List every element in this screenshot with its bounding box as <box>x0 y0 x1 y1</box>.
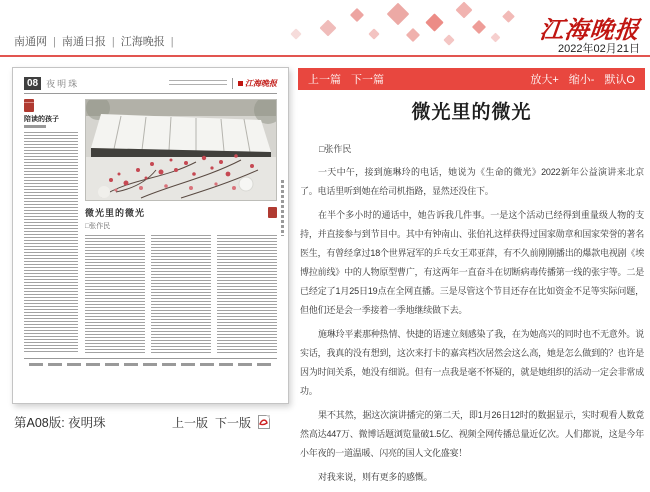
thumbnail-article-title: 微光里的微光 <box>85 208 146 218</box>
article-body <box>300 163 644 492</box>
edition-bar <box>14 413 270 431</box>
divider <box>232 78 233 89</box>
next-article-link[interactable]: 下一篇 <box>351 74 384 86</box>
edition-info-text-sim <box>169 80 227 87</box>
article-paragraph: 对我来说，则有更多的感慨。 <box>318 472 433 482</box>
edition-label: 第A08版: 夜明珠 <box>14 416 106 430</box>
site-nav-link[interactable]: 南通网 | <box>14 33 62 49</box>
red-seal-icon <box>24 99 34 112</box>
column-text-sim <box>24 132 78 353</box>
prev-edition-link[interactable]: 上一版 <box>171 415 208 430</box>
decorative-diamond-pattern <box>282 0 532 57</box>
section-name: 夜明珠 <box>46 79 80 89</box>
newspaper-logo[interactable]: 江海晚报 <box>538 15 642 44</box>
zoom-in-button[interactable]: 放大+ <box>530 74 559 86</box>
page-photo <box>85 99 277 201</box>
column-text-sim <box>85 235 277 353</box>
thumbnail-article-author: □张作民 <box>85 223 111 230</box>
article-paragraph: 施琳玲平素那种热情、快捷的语速立刻感染了我，在为她高兴的同时也不无意外。说实话，我真的没有想到，这次来打卡的嘉宾档次居然会这么高，她是怎么做到的？也许是因为时间关系，她没有细说。但有一点我是毫不怀疑的，就是她组织的活动一定会非常成功。 <box>300 329 644 396</box>
side-article-title: 陪读的孩子 <box>24 116 59 123</box>
page-number-badge: 08 <box>24 77 41 90</box>
site-header <box>0 0 650 57</box>
red-seal-icon <box>268 207 277 218</box>
masthead-mark-icon <box>238 81 243 86</box>
page-edge-text-sim <box>281 180 284 236</box>
article-author: □张作民 <box>319 144 352 154</box>
article-toolbar <box>298 68 645 90</box>
article-paragraph: 果不其然，据这次演讲播完的第二天，即1月26日12时的数据显示，实时观看人数竟然高达447万、微博话题浏览量破1.5亿、视频全网传播总量近亿次。人们都说，这是今年小年夜的一道温暖、闪亮的国人文化盛宴！ <box>300 410 644 458</box>
snow-plum-photo <box>86 100 276 200</box>
mini-masthead: 江海晚报 <box>238 78 277 89</box>
prev-article-link[interactable]: 上一篇 <box>308 74 341 86</box>
thumbnail-page-header <box>24 77 277 94</box>
side-article-author-sim <box>24 125 46 128</box>
zoom-out-button[interactable]: 缩小- <box>568 74 595 86</box>
pdf-file-icon[interactable] <box>258 415 270 429</box>
article-paragraph: 在半个多小时的通话中，她告诉我几件事。一是这个活动已经得到重量级人物的支持，并直接参与到节目中。其中有钟南山、张伯礼这样获得过国家勋章和国家荣誉的著名医生，有曾经拿过18个世界冠军的乒乓女王邓亚萍，有不久前刚刚播出的爆款电视剧《埃博拉前线》中的人物原型曹广，有这两年一直奋斗在切断病毒传播第一线的张宇等。二是已经定了1月25日19点在全网直播。三是尽管这个节目还存在比如资金不足等实际问题，但他们还是会一季接着一季地继续做下去。 <box>300 210 645 315</box>
article-paragraph: 一天中午，接到施琳玲的电话，她说为《生命的微光》2022新年公益演讲来北京了。电话里听到她在给司机指路，显然还没住下。 <box>300 167 644 196</box>
thumbnail-page-footer <box>24 358 277 366</box>
site-nav-link[interactable]: 南通日报 | <box>62 33 121 49</box>
site-nav-link[interactable]: 江海晚报 | <box>121 33 180 49</box>
site-nav <box>14 33 180 49</box>
thumbnail-page-body <box>24 99 277 353</box>
page-thumbnail[interactable] <box>12 67 289 404</box>
issue-date: 2022年02月21日 <box>558 43 640 55</box>
article-title: 微光里的微光 <box>411 102 532 123</box>
next-edition-link[interactable]: 下一版 <box>214 415 251 430</box>
zoom-reset-button[interactable]: 默认O <box>604 74 635 86</box>
